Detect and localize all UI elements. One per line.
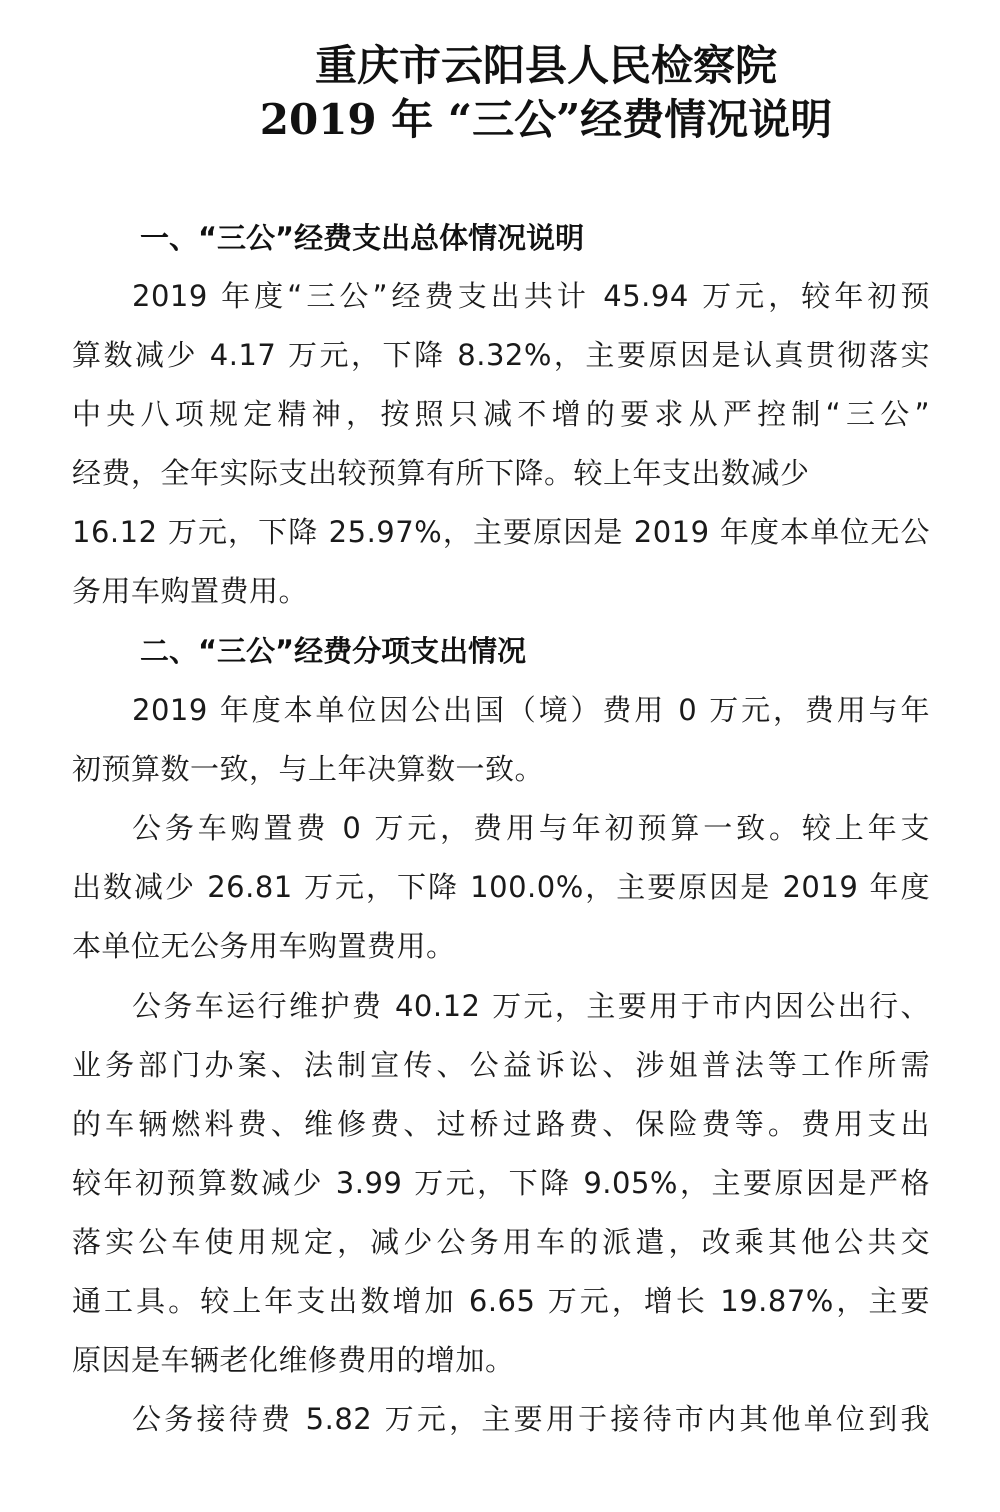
paragraph-line: 中央八项规定精神，按照只减不增的要求从严控制“三公” bbox=[72, 397, 930, 431]
section-2-heading: 二、“三公”经费分项支出情况 bbox=[140, 634, 527, 668]
paragraph-line: 务用车购置费用。 bbox=[72, 574, 309, 608]
paragraph-line: 2019 年度本单位因公出国（境）费用 0 万元，费用与年 bbox=[132, 693, 930, 727]
paragraph-line: 16.12 万元，下降 25.97%，主要原因是 2019 年度本单位无公 bbox=[72, 515, 930, 549]
paragraph-line: 较年初预算数减少 3.99 万元，下降 9.05%，主要原因是严格 bbox=[72, 1166, 930, 1200]
paragraph-line: 业务部门办案、法制宣传、公益诉讼、涉姐普法等工作所需 bbox=[72, 1048, 930, 1082]
paragraph-line: 的车辆燃料费、维修费、过桥过路费、保险费等。费用支出 bbox=[72, 1107, 930, 1141]
paragraph-line: 公务车购置费 0 万元，费用与年初预算一致。较上年支 bbox=[132, 811, 930, 845]
paragraph-line: 经费，全年实际支出较预算有所下降。较上年支出数减少 bbox=[72, 456, 810, 490]
paragraph-line: 公务车运行维护费 40.12 万元，主要用于市内因公出行、 bbox=[132, 989, 930, 1023]
document-title-line-1: 重庆市云阳县人民检察院 bbox=[314, 41, 777, 90]
paragraph-line: 初预算数一致，与上年决算数一致。 bbox=[72, 752, 545, 786]
paragraph-line: 落实公车使用规定，减少公务用车的派遣，改乘其他公共交 bbox=[72, 1225, 930, 1259]
paragraph-line: 通工具。较上年支出数增加 6.65 万元，增长 19.87%，主要 bbox=[72, 1284, 930, 1318]
paragraph-line: 算数减少 4.17 万元，下降 8.32%，主要原因是认真贯彻落实 bbox=[72, 338, 930, 372]
document-title-line-2: 2019 年 “三公”经费情况说明 bbox=[259, 95, 833, 144]
paragraph-line: 原因是车辆老化维修费用的增加。 bbox=[72, 1343, 515, 1377]
paragraph-line: 公务接待费 5.82 万元，主要用于接待市内其他单位到我 bbox=[132, 1402, 930, 1436]
paragraph-line: 出数减少 26.81 万元，下降 100.0%，主要原因是 2019 年度 bbox=[72, 870, 930, 904]
paragraph-line: 2019 年度“三公”经费支出共计 45.94 万元，较年初预 bbox=[132, 279, 930, 313]
section-1-heading: 一、“三公”经费支出总体情况说明 bbox=[140, 221, 585, 255]
paragraph-line: 本单位无公务用车购置费用。 bbox=[72, 929, 456, 963]
